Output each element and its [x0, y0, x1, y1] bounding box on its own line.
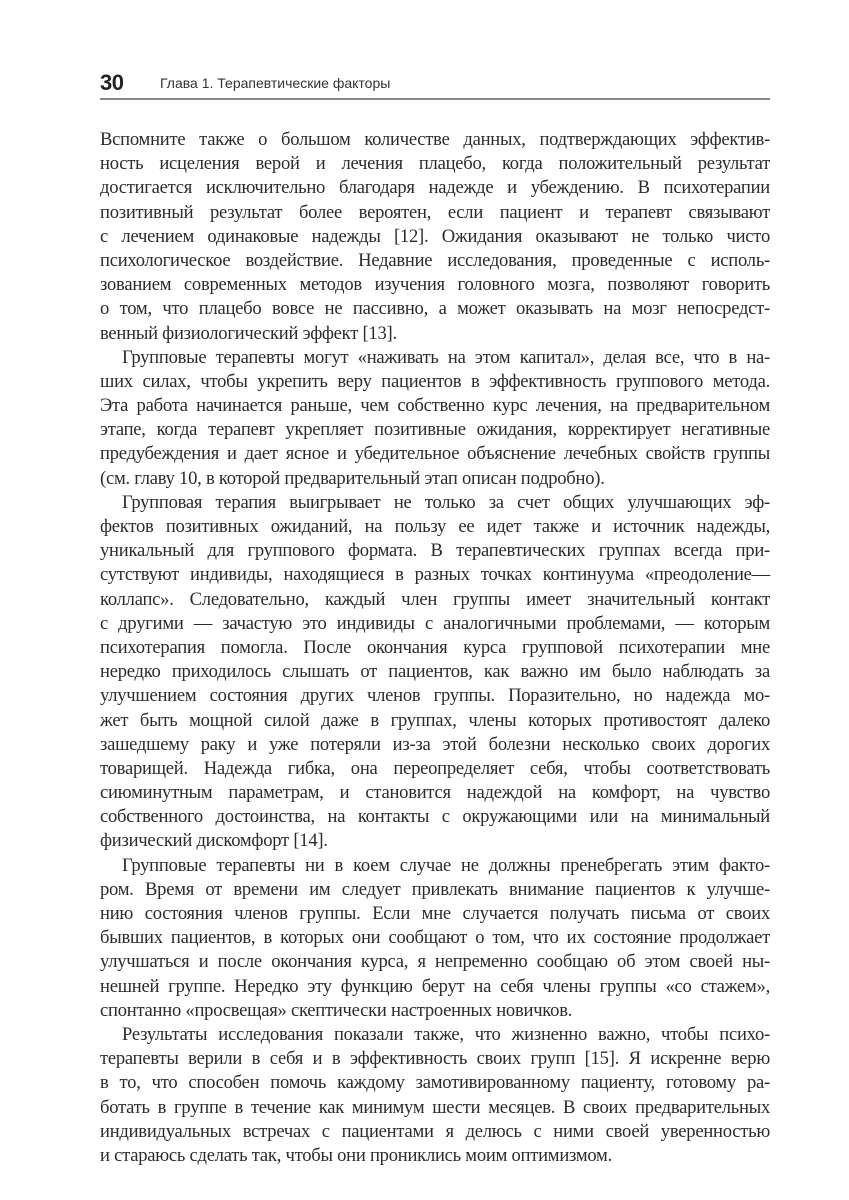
- text-line: зованием современных методов изучения головного мозга, позволяют говорить: [100, 274, 770, 296]
- text-line: спонтанно «просвещая» скептически настроенных новичков.: [100, 999, 573, 1021]
- text-line: позитивный результат более вероятен, если пациент и терапевт связывают: [100, 201, 770, 223]
- text-line: ших силах, чтобы укрепить веру пациентов в эффективность группового метода.: [100, 370, 770, 392]
- text-line: в то, что способен помочь каждому замотивированному пациенту, готовому ра-: [100, 1072, 770, 1094]
- text-line: Результаты исследования показали также, что жизненно важно, чтобы психо-: [122, 1023, 770, 1045]
- text-line: физический дискомфорт [14].: [100, 830, 328, 852]
- text-line: жет быть мощной силой даже в группах, члены которых противостоят далеко: [100, 709, 770, 731]
- text-line: (см. главу 10, в которой предварительный этап описан подробно).: [100, 467, 605, 489]
- text-line: этапе, когда терапевт укрепляет позитивные ожидания, корректирует негативные: [100, 419, 770, 441]
- page-number: 30: [100, 70, 124, 95]
- text-line: о том, что плацебо вовсе не пассивно, а может оказывать на мозг непосредст-: [100, 298, 770, 320]
- text-line: с другими — зачастую это индивиды с аналогичными проблемами, — которым: [100, 612, 770, 634]
- text-line: нешней группе. Нередко эту функцию берут на себя члены группы «со стажем»,: [100, 975, 770, 997]
- text-line: улучшением состояния других членов группы. Поразительно, но надежда мо-: [100, 685, 770, 707]
- text-line: ром. Время от времени им следует привлекать внимание пациентов к улучше-: [100, 878, 770, 900]
- text-line: коллапс». Следовательно, каждый член группы имеет значительный контакт: [100, 588, 770, 610]
- paragraph: [100, 346, 770, 491]
- text-line: сиюминутным параметрам, и становится надеждой на комфорт, на чувство: [100, 782, 770, 804]
- paragraph: [100, 491, 770, 854]
- text-line: бывших пациентов, в которых они сообщают о том, что их состояние продолжает: [100, 927, 770, 949]
- text-line: нию состояния членов группы. Если мне случается получать письма от своих: [100, 903, 770, 924]
- text-line: улучшаться и после окончания курса, я непременно сообщаю об этом своей ны-: [100, 951, 770, 973]
- paragraph: [100, 128, 770, 346]
- text-line: с лечением одинаковые надежды [12]. Ожидания оказывают не только чисто: [100, 225, 770, 247]
- text-line: собственного достоинства, на контакты с окружающими или на минимальный: [100, 806, 770, 828]
- paragraph: [100, 1023, 770, 1168]
- text-line: индивидуальных встречах с пациентами я делюсь с ними своей уверенностью: [100, 1120, 770, 1142]
- body-text: [100, 128, 770, 1168]
- text-line: зашедшему раку и уже потеряли из-за этой болезни несколько своих дорогих: [100, 733, 770, 755]
- text-line: уникальный для группового формата. В терапевтических группах всегда при-: [100, 540, 770, 562]
- text-line: Эта работа начинается раньше, чем собственно курс лечения, на предварительном: [100, 395, 770, 417]
- text-line: сутствуют индивиды, находящиеся в разных точках континуума «преодоление—: [100, 564, 770, 586]
- running-header: [100, 70, 770, 100]
- text-line: ботать в группе в течение как минимум шести месяцев. В своих предварительных: [100, 1096, 770, 1118]
- text-line: ность исцеления верой и лечения плацебо, когда положительный результат: [100, 153, 770, 175]
- text-line: терапевты верили в себя и в эффективность своих групп [15]. Я искренне верю: [100, 1048, 770, 1070]
- text-line: Вспомните также о большом количестве данных, подтверждающих эффектив-: [100, 129, 770, 150]
- paragraph: [100, 854, 770, 1023]
- text-line: товарищей. Надежда гибка, она переопределяет себя, чтобы соответствовать: [100, 757, 770, 779]
- text-line: Групповая терапия выигрывает не только за счет общих улучшающих эф-: [122, 491, 770, 513]
- text-line: и стараюсь сделать так, чтобы они прониклись моим оптимизмом.: [100, 1144, 612, 1166]
- text-line: венный физиологический эффект [13].: [100, 322, 397, 344]
- text-line: психологическое воздействие. Недавние исследования, проведенные с исполь-: [100, 249, 770, 271]
- text-line: предубеждения и дает ясное и убедительное объяснение лечебных свойств группы: [100, 443, 770, 465]
- text-line: нередко приходилось слышать от пациентов, как важно им было наблюдать за: [100, 661, 770, 683]
- text-line: Групповые терапевты ни в коем случае не должны пренебрегать этим факто-: [122, 854, 770, 876]
- text-line: фектов позитивных ожиданий, на пользу ее идет также и источник надежды,: [100, 516, 770, 537]
- text-line: Групповые терапевты могут «наживать на этом капитал», делая все, что в на-: [122, 346, 770, 368]
- chapter-title: Глава 1. Терапевтические факторы: [160, 75, 391, 91]
- text-line: психотерапия помогла. После окончания курса групповой психотерапии мне: [100, 636, 770, 658]
- text-line: достигается исключительно благодаря надежде и убеждению. В психотерапии: [100, 177, 770, 199]
